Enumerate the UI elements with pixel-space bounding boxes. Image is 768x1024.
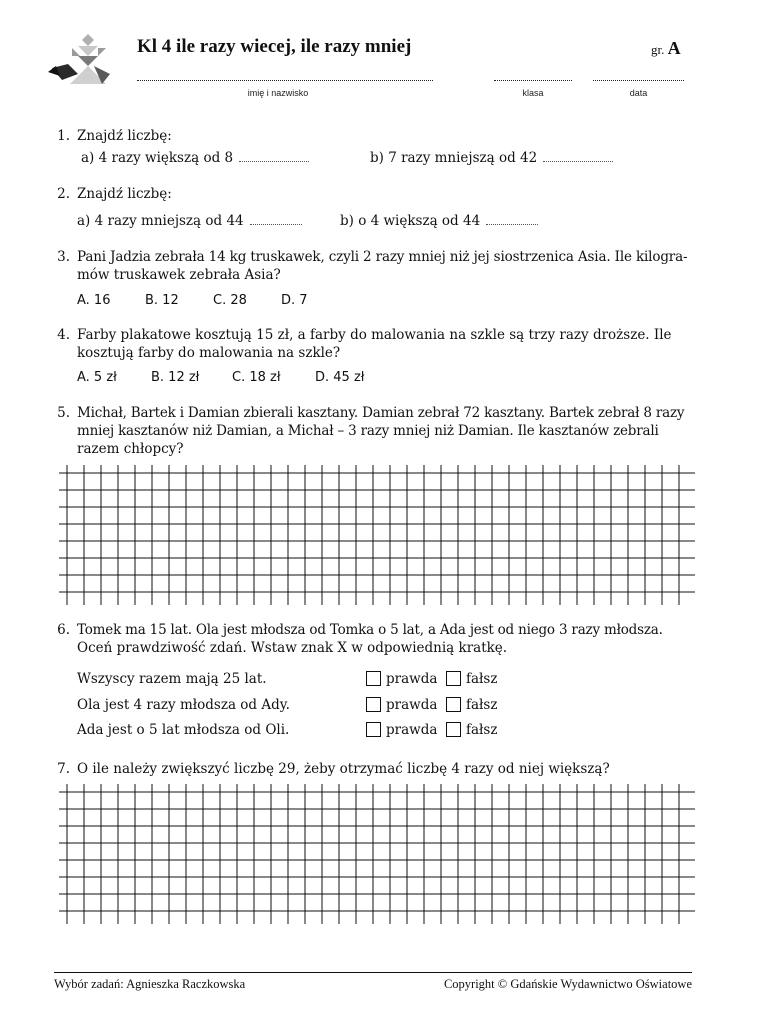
q2-b bbox=[340, 213, 538, 229]
q2-number: 2. bbox=[57, 186, 70, 202]
q5-line1: Michał, Bartek i Damian zbierali kasztany. Damian zebrał 72 kasztany. Bartek zebrał 8 razy bbox=[77, 405, 685, 421]
q4-number: 4. bbox=[57, 327, 70, 343]
checkbox-icon[interactable] bbox=[446, 722, 461, 737]
q7-number: 7. bbox=[57, 761, 70, 777]
q4-option-c[interactable]: C. 18 zł bbox=[232, 370, 281, 385]
q1-a-answer[interactable] bbox=[239, 150, 309, 162]
footer-author: Wybór zadań: Agnieszka Raczkowska bbox=[54, 977, 246, 991]
q7-answer-grid[interactable] bbox=[59, 784, 695, 924]
class-caption: klasa bbox=[522, 88, 544, 98]
q3-line2: mów truskawek zebrała Asia? bbox=[77, 267, 281, 283]
date-caption: data bbox=[629, 88, 648, 98]
q6-row3-true[interactable] bbox=[366, 722, 437, 738]
footer-copyright: Copyright © Gdańskie Wydawnictwo Oświatowe bbox=[443, 977, 692, 991]
group-label bbox=[651, 38, 681, 59]
q6-line2: Oceń prawdziwość zdań. Wstaw znak X w odpowiednią kratkę. bbox=[77, 640, 508, 656]
group-letter: A bbox=[667, 38, 681, 58]
q5-number: 5. bbox=[57, 405, 70, 421]
tangram-logo bbox=[48, 34, 114, 86]
q2-b-answer[interactable] bbox=[486, 213, 538, 225]
q6-statement-2: Ola jest 4 razy młodsza od Ady. bbox=[77, 697, 290, 713]
q2-a bbox=[77, 213, 302, 229]
q1-prompt: Znajdź liczbę: bbox=[77, 128, 172, 144]
false-label: fałsz bbox=[466, 671, 498, 687]
q3-option-c[interactable]: C. 28 bbox=[213, 293, 247, 308]
q1-number: 1. bbox=[57, 128, 70, 144]
checkbox-icon[interactable] bbox=[446, 671, 461, 686]
q3-option-d[interactable]: D. 7 bbox=[281, 293, 308, 308]
checkbox-icon[interactable] bbox=[366, 671, 381, 686]
q1-b bbox=[370, 150, 613, 166]
q6-row1-true[interactable] bbox=[366, 671, 437, 687]
q4-option-d[interactable]: D. 45 zł bbox=[315, 370, 365, 385]
false-label: fałsz bbox=[466, 697, 498, 713]
footer-divider bbox=[54, 972, 692, 973]
q6-row1-false[interactable] bbox=[446, 671, 497, 687]
q6-line1: Tomek ma 15 lat. Ola jest młodsza od Tomka o 5 lat, a Ada jest od niego 3 razy młodsza. bbox=[77, 622, 663, 638]
q1-a-text: a) 4 razy większą od 8 bbox=[81, 150, 234, 166]
date-field[interactable] bbox=[593, 80, 684, 81]
q1-b-text: b) 7 razy mniejszą od 42 bbox=[370, 150, 538, 166]
q6-row2-false[interactable] bbox=[446, 697, 497, 713]
q2-b-text: b) o 4 większą od 44 bbox=[340, 213, 481, 229]
q4-line2: kosztują farby do malowania na szkle? bbox=[77, 345, 341, 361]
group-prefix: gr. bbox=[651, 42, 665, 57]
q5-line3: razem chłopcy? bbox=[77, 441, 184, 457]
true-label: prawda bbox=[386, 722, 438, 738]
q6-number: 6. bbox=[57, 622, 70, 638]
q6-statement-1: Wszyscy razem mają 25 lat. bbox=[77, 671, 267, 687]
q3-option-a[interactable]: A. 16 bbox=[77, 293, 111, 308]
checkbox-icon[interactable] bbox=[366, 697, 381, 712]
name-caption: imię i nazwisko bbox=[247, 88, 309, 98]
q4-line1: Farby plakatowe kosztują 15 zł, a farby do malowania na szkle są trzy razy droższe. Ile bbox=[77, 327, 672, 343]
q6-statement-3: Ada jest o 5 lat młodsza od Oli. bbox=[77, 722, 290, 738]
q5-answer-grid[interactable] bbox=[59, 465, 695, 605]
q6-row3-false[interactable] bbox=[446, 722, 497, 738]
q4-option-b[interactable]: B. 12 zł bbox=[151, 370, 200, 385]
q3-option-b[interactable]: B. 12 bbox=[145, 293, 179, 308]
class-field[interactable] bbox=[494, 80, 572, 81]
q6-row2-true[interactable] bbox=[366, 697, 437, 713]
q5-line2: mniej kasztanów niż Damian, a Michał – 3 razy mniej niż Damian. Ile kasztanów zebrali bbox=[77, 423, 659, 439]
q3-line1: Pani Jadzia zebrała 14 kg truskawek, czyli 2 razy mniej niż jej siostrzenica Asia. Ile kilogra- bbox=[77, 249, 688, 265]
q1-b-answer[interactable] bbox=[543, 150, 613, 162]
worksheet-title: Kl 4 ile razy wiecej, ile razy mniej bbox=[137, 36, 412, 57]
q2-prompt: Znajdź liczbę: bbox=[77, 186, 172, 202]
q1-a bbox=[81, 150, 309, 166]
true-label: prawda bbox=[386, 697, 438, 713]
q2-a-text: a) 4 razy mniejszą od 44 bbox=[77, 213, 244, 229]
true-label: prawda bbox=[386, 671, 438, 687]
q2-a-answer[interactable] bbox=[250, 213, 302, 225]
false-label: fałsz bbox=[466, 722, 498, 738]
q7-text: O ile należy zwiększyć liczbę 29, żeby otrzymać liczbę 4 razy od niej większą? bbox=[77, 761, 610, 777]
checkbox-icon[interactable] bbox=[366, 722, 381, 737]
name-field[interactable] bbox=[137, 80, 433, 81]
q3-number: 3. bbox=[57, 249, 70, 265]
checkbox-icon[interactable] bbox=[446, 697, 461, 712]
q4-option-a[interactable]: A. 5 zł bbox=[77, 370, 117, 385]
